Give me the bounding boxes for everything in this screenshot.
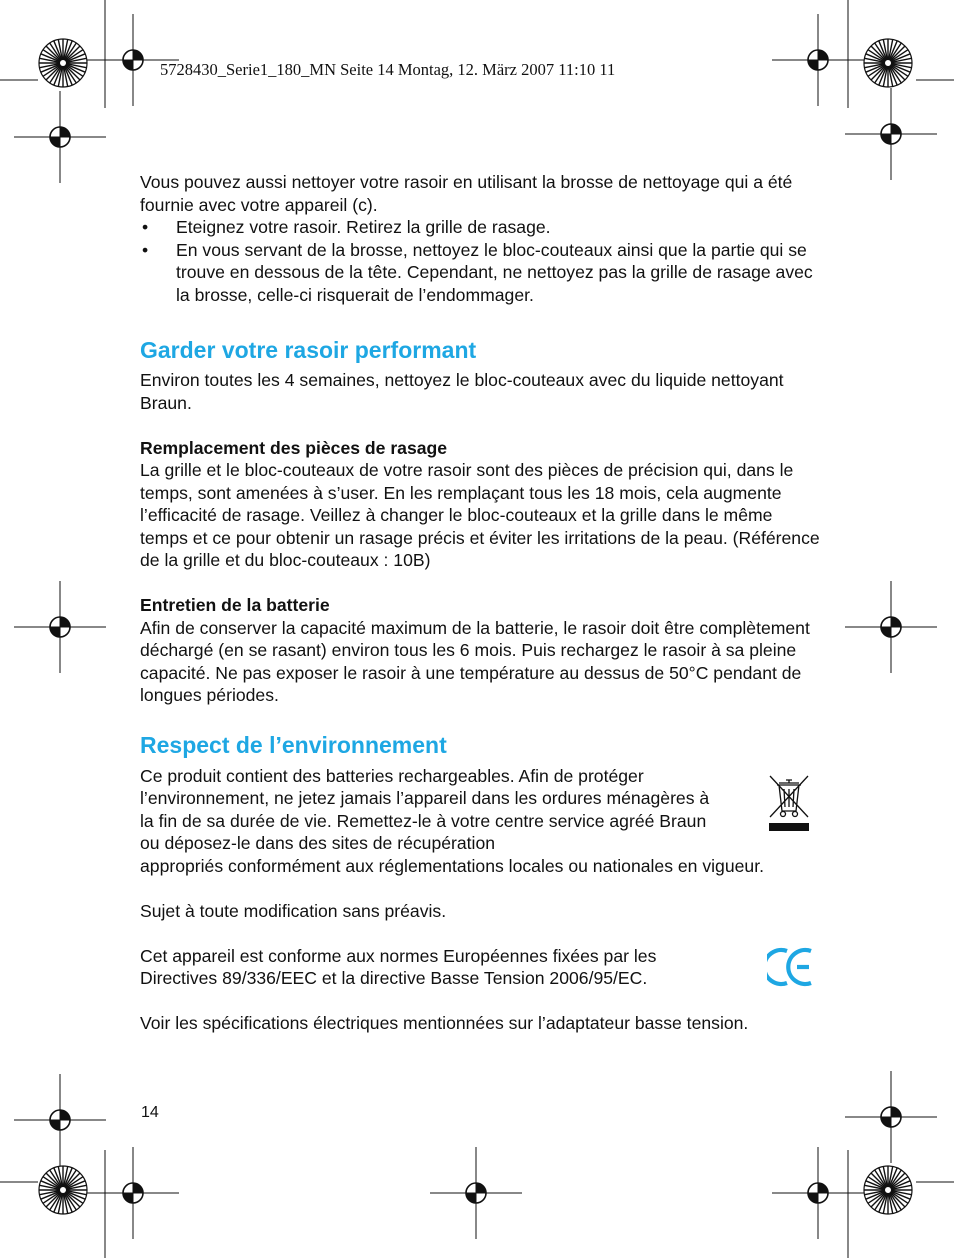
conformity-paragraph: Cet appareil est conforme aux normes Européennes fixées par les Directives 89/336/EEC et la directive Basse Tension 2006/95/EC. <box>140 945 657 988</box>
replacement-subheading: Remplacement des pièces de rasage <box>140 437 448 458</box>
list-item: • En vous servant de la brosse, nettoyez le bloc-couteaux ainsi que la partie qui se trouve en dessous de la tête. Cependant, ne nettoyez pas la grille de rasage avec la brosse, celle-ci risquerait de l’endommager. <box>140 239 820 307</box>
replacement-paragraph: La grille et le bloc-couteaux de votre rasoir sont des pièces de précision qui, dans le temps, sont amenées à s’user. En les remplaçant tous les 18 mois, cela augmente l’efficacité de rasage. Veillez à changer le bloc-couteaux et la grille dans le même temps et ce pour obtenir un rasage précis et éviter les irritations de la peau. (Référence de la grille et du bloc-couteaux : 10B) <box>140 460 820 570</box>
cleaning-steps-list <box>140 216 820 306</box>
conformity-block <box>140 945 820 990</box>
battery-paragraph: Afin de conserver la capacité maximum de la batterie, le rasoir doit être complètement déchargé (en se rasant) environ tous les 6 mois. Puis rechargez le rasoir à sa pleine capacité. Ne pas exposer le rasoir à une température au dessus de 50°C pendant de longues périodes. <box>140 617 810 705</box>
crossed-out-wheelie-bin-icon <box>767 773 811 833</box>
print-slug-line: 5728430_Serie1_180_MN Seite 14 Montag, 12. März 2007 11:10 11 <box>160 60 616 79</box>
specifications-paragraph: Voir les spécifications électriques mentionnées sur l’adaptateur basse tension. <box>140 1013 749 1033</box>
environment-paragraph: Ce produit contient des batteries rechargeables. Afin de protéger l’environnement, ne jetez jamais l’appareil dans les ordures ménagères à la fin de sa durée de vie. Remettez-le à votre centre service agréé Braun ou déposez-le dans des sites de récupération <box>140 765 710 853</box>
page-number: 14 <box>141 1104 159 1121</box>
ce-mark-icon <box>767 945 815 989</box>
cleaning-interval-paragraph: Environ toutes les 4 semaines, nettoyez le bloc-couteaux avec du liquide nettoyant Braun. <box>140 370 784 413</box>
environment-block <box>140 765 820 878</box>
section-heading-performant: Garder votre rasoir performant <box>140 337 477 363</box>
environment-paragraph-end: appropriés conformément aux réglementations locales ou nationales en vigueur. <box>140 855 764 876</box>
section-heading-environment: Respect de l’environnement <box>140 731 447 758</box>
intro-paragraph: Vous pouvez aussi nettoyer votre rasoir en utilisant la brosse de nettoyage qui a été fournie avec votre appareil (c). <box>140 172 793 215</box>
battery-subheading: Entretien de la batterie <box>140 595 330 615</box>
list-item: • Eteignez votre rasoir. Retirez la grille de rasage. <box>140 216 820 239</box>
modification-notice: Sujet à toute modification sans préavis. <box>140 900 447 921</box>
page-content <box>140 171 820 1035</box>
